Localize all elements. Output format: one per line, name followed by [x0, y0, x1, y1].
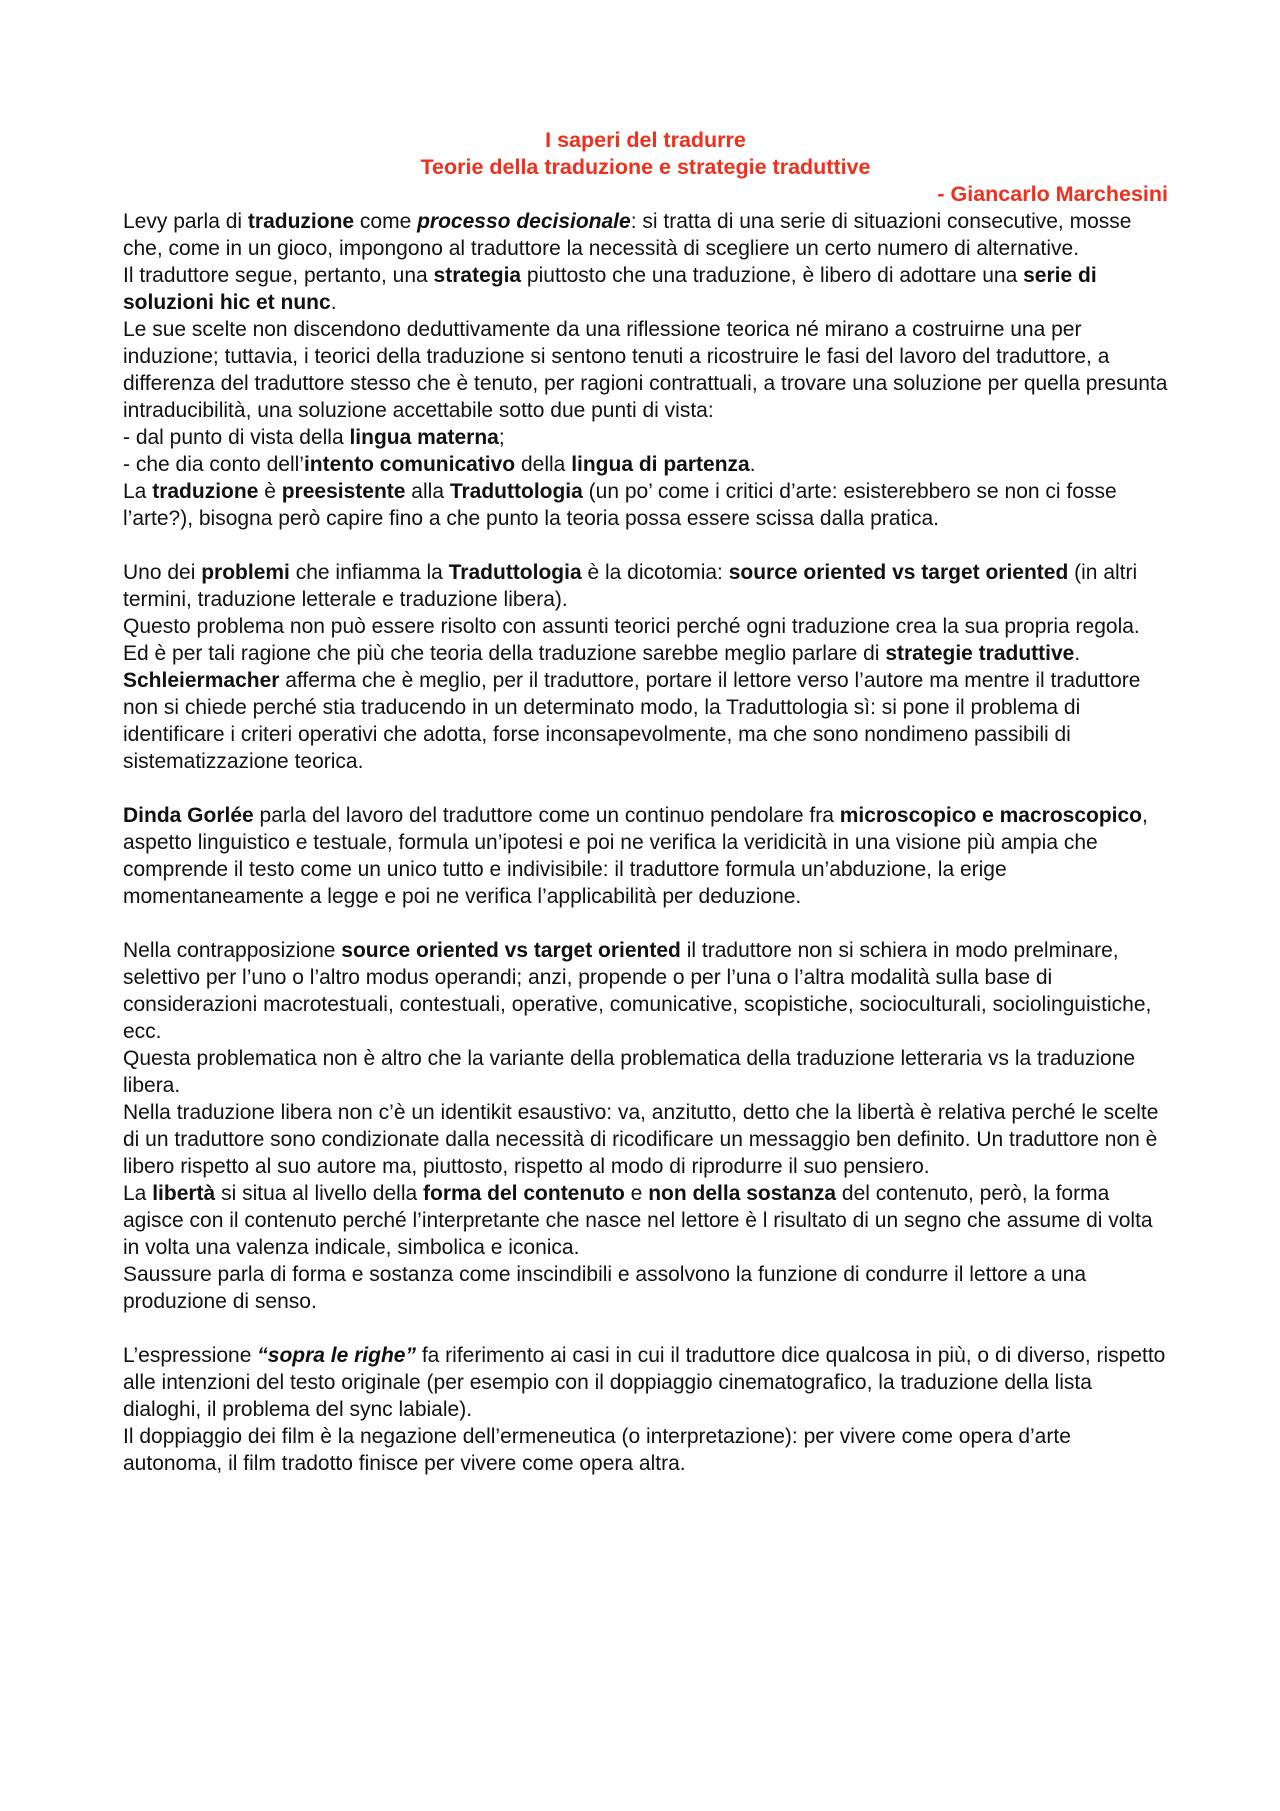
paragraph-spacer: [123, 532, 1168, 559]
bold-text: Dinda Gorlée: [123, 804, 254, 827]
bold-text: intento comunicativo: [303, 453, 516, 476]
text-run: Le sue scelte non discendono deduttivamente da una riflessione teorica né mirano a costruirne una per induzione; tuttavia, i teorici della traduzione si sentono tenuti a ricostruire le fasi del lavoro del traduttore, a differenza del traduttore stesso che è tenuto, per ragioni contrattuali, a trovare una soluzione per quella presunta intraducibilità, una soluzione accettabile sotto due punti di vista:: [123, 318, 1168, 422]
body-paragraph: [123, 640, 1168, 667]
text-run: del contenuto, però, la forma agisce con il contenuto perché l’interpretante che nasce nel lettore è l risultato di un segno che assume di volta in volta una valenza indicale, simbolica e iconica.: [123, 1182, 1153, 1259]
text-run: La: [123, 1182, 153, 1205]
bold-text: serie di soluzioni hic et nunc: [123, 264, 1097, 314]
bold-italic-text: “sopra le righe”: [257, 1344, 416, 1367]
document-header: [123, 127, 1168, 181]
body-paragraph: [123, 208, 1168, 262]
text-run: Nella contrapposizione: [123, 939, 342, 962]
body-paragraph: [123, 1342, 1168, 1423]
paragraph-spacer: [123, 775, 1168, 802]
paragraph-spacer: [123, 1315, 1168, 1342]
bold-text: strategie traduttive: [885, 642, 1075, 665]
body-paragraph: [123, 667, 1168, 775]
text-run: e: [624, 1182, 649, 1205]
bold-text: lingua materna: [349, 426, 499, 449]
text-run: (un po’ come i critici d’arte: esisterebbero se non ci fosse l’arte?), bisogna però capire fino a che punto la teoria possa essere scissa dalla pratica.: [123, 480, 1117, 530]
bold-text: problemi: [201, 561, 290, 584]
document-subtitle: Teorie della traduzione e strategie traduttive: [420, 155, 871, 179]
body-paragraph: [123, 1423, 1168, 1477]
bold-text: microscopico e macroscopico: [839, 804, 1143, 827]
text-run: fa riferimento ai casi in cui il traduttore dice qualcosa in più, o di diverso, rispetto alle intenzioni del testo originale (per esempio con il doppiaggio cinematografico, la traduzione della lista dialoghi, il problema del sync labiale).: [123, 1344, 1166, 1421]
bold-italic-text: processo decisionale: [417, 210, 631, 233]
text-run: Nella traduzione libera non c’è un identikit esaustivo: va, anzitutto, detto che la libertà è relativa perché le scelte di un traduttore sono condizionate dalla necessità di ricodificare un messaggio ben definito. Un traduttore non è libero rispetto al suo autore ma, piuttosto, rispetto al modo di riprodurre il suo pensiero.: [123, 1101, 1159, 1178]
text-run: Saussure parla di forma e sostanza come inscindibili e assolvono la funzione di condurre il lettore a una produzione di senso.: [123, 1263, 1087, 1313]
text-run: come: [354, 210, 418, 233]
text-run: - dal punto di vista della: [123, 426, 350, 449]
bold-text: forma del contenuto: [423, 1182, 625, 1205]
text-run: è: [258, 480, 282, 503]
bold-text: lingua di partenza: [571, 453, 750, 476]
body-paragraph: [123, 1180, 1168, 1261]
text-run: : si tratta di una serie di situazioni consecutive, mosse che, come in un gioco, impongono al traduttore la necessità di scegliere un certo numero di alternative.: [123, 210, 1132, 260]
text-run: ;: [498, 426, 505, 449]
text-run: alla: [405, 480, 450, 503]
text-run: della: [515, 453, 572, 476]
body-paragraph: [123, 1261, 1168, 1315]
text-run: .: [749, 453, 756, 476]
text-run: .: [330, 291, 337, 314]
bold-text: Traduttologia: [448, 561, 582, 584]
bold-text: strategia: [433, 264, 522, 287]
text-run: Il traduttore segue, pertanto, una: [123, 264, 434, 287]
text-run: si situa al livello della: [215, 1182, 423, 1205]
text-run: afferma che è meglio, per il traduttore, portare il lettore verso l’autore ma mentre il traduttore non si chiede perché stia traducendo in un determinato modo, la Traduttologia sì: si pone il problema di identificare i criteri operativi che adotta, forse inconsapevolmente, ma che sono nondimeno passibili di sistematizzazione teorica.: [123, 669, 1141, 773]
text-run: Uno dei: [123, 561, 202, 584]
text-run: parla del lavoro del traduttore come un continuo pendolare fra: [253, 804, 840, 827]
body-paragraph: [123, 1045, 1168, 1099]
text-run: è la dicotomia:: [581, 561, 729, 584]
body-paragraph: [123, 262, 1168, 316]
text-run: La: [123, 480, 153, 503]
body-paragraph: [123, 937, 1168, 1045]
document-author: - Giancarlo Marchesini: [937, 182, 1168, 206]
paragraph-spacer: [123, 910, 1168, 937]
body-paragraph: [123, 559, 1168, 613]
text-run: , aspetto linguistico e testuale, formula un’ipotesi e poi ne verifica la veridicità in una visione più ampia che comprende il testo come un unico tutto e indivisibile: il traduttore formula un’abduzione, la erige momentaneamente a legge e poi ne verifica l’applicabilità per deduzione.: [123, 804, 1148, 908]
body-paragraph: [123, 316, 1168, 424]
text-run: Questo problema non può essere risolto con assunti teorici perché ogni traduzione crea la sua propria regola.: [123, 615, 1140, 638]
body-paragraph: [123, 613, 1168, 640]
bold-text: Traduttologia: [449, 480, 583, 503]
body-paragraph: [123, 478, 1168, 532]
text-run: Il doppiaggio dei film è la negazione dell’ermeneutica (o interpretazione): per vivere come opera d’arte autonoma, il film tradotto finisce per vivere come opera altra.: [123, 1425, 1071, 1475]
text-run: il traduttore non si schiera in modo prelminare, selettivo per l’uno o l’altro modus operandi; anzi, propende o per l’una o l’altra modalità sulla base di considerazioni macrotestuali, contestuali, operative, comunicative, scopistiche, socioculturali, sociolinguistiche, ecc.: [123, 939, 1152, 1043]
document-title: I saperi del tradurre: [545, 128, 746, 152]
bold-text: preesistente: [281, 480, 406, 503]
bold-text: non della sostanza: [648, 1182, 837, 1205]
text-run: Questa problematica non è altro che la variante della problematica della traduzione letteraria vs la traduzione libera.: [123, 1047, 1136, 1097]
text-run: che infiamma la: [289, 561, 449, 584]
bold-text: Schleiermacher: [123, 669, 280, 692]
text-run: piuttosto che una traduzione, è libero di adottare una: [521, 264, 1024, 287]
body-paragraph: [123, 802, 1168, 910]
document-page: [123, 127, 1168, 1477]
document-body: [123, 208, 1168, 1477]
text-run: Ed è per tali ragione che più che teoria della traduzione sarebbe meglio parlare di: [123, 642, 886, 665]
body-paragraph: [123, 451, 1168, 478]
body-paragraph: [123, 424, 1168, 451]
text-run: - che dia conto dell’: [123, 453, 304, 476]
bold-text: traduzione: [152, 480, 259, 503]
bold-text: source oriented vs target oriented: [341, 939, 681, 962]
body-paragraph: [123, 1099, 1168, 1180]
text-run: .: [1074, 642, 1081, 665]
text-run: Levy parla di: [123, 210, 248, 233]
text-run: (in altri termini, traduzione letterale e traduzione libera).: [123, 561, 1138, 611]
bold-text: libertà: [152, 1182, 216, 1205]
bold-text: source oriented vs target oriented: [728, 561, 1069, 584]
bold-text: traduzione: [247, 210, 355, 233]
text-run: L’espressione: [123, 1344, 258, 1367]
